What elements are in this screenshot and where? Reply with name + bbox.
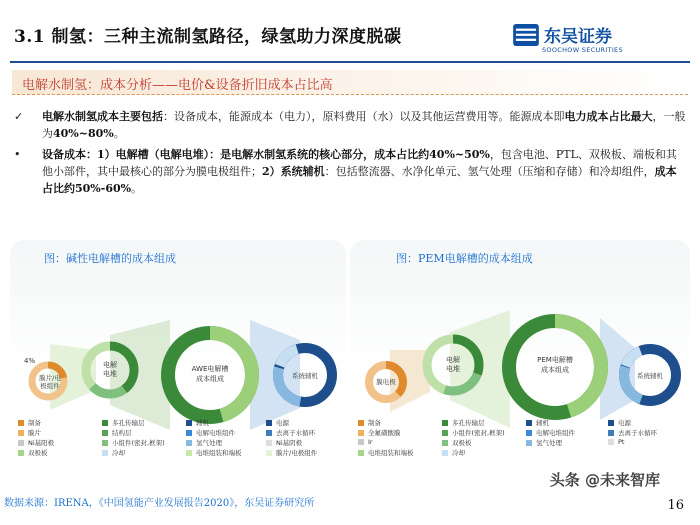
data-source-note: 数据来源：IRENA，《中国氢能产业发展报告2020》，东吴证券研究所 bbox=[4, 498, 315, 509]
legend-label: 电源 bbox=[276, 419, 289, 427]
legend-item bbox=[608, 438, 624, 446]
legend-swatch bbox=[526, 420, 532, 426]
legend-label: 膜片 bbox=[28, 429, 41, 437]
legend-item bbox=[608, 428, 657, 437]
bold-phrase: 2）系统辅机 bbox=[262, 165, 325, 178]
legend-swatch bbox=[18, 440, 24, 446]
legend-item bbox=[358, 448, 414, 457]
legend-swatch bbox=[102, 420, 108, 426]
small-donut-label: 膜片/电 极组件 bbox=[39, 374, 61, 390]
bold-phrase: 40%~80% bbox=[53, 127, 114, 140]
section-subtitle-bar bbox=[12, 70, 688, 95]
legend-swatch bbox=[266, 450, 272, 456]
small-pct-top: 4% bbox=[24, 357, 36, 365]
center-donut-label: AWE电解槽 成本组成 bbox=[191, 365, 229, 383]
paragraph-cost-components bbox=[14, 108, 686, 142]
legend-label: 制备 bbox=[28, 419, 41, 427]
legend-item bbox=[526, 428, 575, 437]
stack-donut-label: 电解 电堆 bbox=[103, 361, 117, 378]
legend-label: 冷却 bbox=[452, 449, 465, 457]
legend-swatch bbox=[102, 450, 108, 456]
checkmark-icon: ✓ bbox=[14, 110, 24, 123]
legend-swatch bbox=[266, 430, 272, 436]
legend-item bbox=[442, 428, 505, 437]
legend-item bbox=[18, 448, 48, 457]
center-donut-label: PEM电解槽 成本组成 bbox=[537, 356, 573, 374]
bold-phrase: 电力成本占比最大 bbox=[564, 110, 653, 123]
legend-label: 全氟磺酸膜 bbox=[368, 429, 401, 437]
legend-label: 辅机 bbox=[536, 419, 549, 427]
legend-item bbox=[186, 448, 242, 457]
legend-label: 冷却 bbox=[112, 449, 125, 457]
small-donut-label: 膜电极 bbox=[376, 378, 396, 386]
legend-swatch bbox=[608, 439, 614, 445]
watermark: 头条 @未来智库 bbox=[549, 471, 660, 489]
legend-item bbox=[442, 448, 465, 457]
legend-label: 电源 bbox=[618, 419, 631, 427]
bold-phrase: 成本占比约50%-60% bbox=[42, 165, 677, 195]
legend-swatch bbox=[608, 420, 614, 426]
legend-label: Ni基阳极 bbox=[28, 439, 55, 447]
legend-item bbox=[266, 418, 289, 427]
legend-swatch bbox=[266, 420, 272, 426]
legend-swatch bbox=[358, 450, 364, 456]
aux-donut-label: 系统辅机 bbox=[637, 372, 663, 380]
legend-swatch bbox=[526, 430, 532, 436]
legend-pem bbox=[350, 418, 690, 468]
legend-swatch bbox=[608, 430, 614, 436]
legend-item bbox=[186, 438, 222, 447]
brand-logo bbox=[512, 22, 682, 62]
figure-caption-awe: 图：碱性电解槽的成本组成 bbox=[44, 252, 176, 265]
page-title: 3.1 制氢：三种主流制氢路径，绿氢助力深度脱碳 bbox=[14, 27, 402, 47]
legend-label: 电堆组装和端板 bbox=[196, 449, 242, 457]
legend-swatch bbox=[102, 430, 108, 436]
legend-swatch bbox=[186, 440, 192, 446]
legend-label: 制备 bbox=[368, 419, 381, 427]
text-run: ：设备成本，能源成本（电力），原料费用（水）以及其他运营费用等。能源成本即 bbox=[163, 110, 565, 123]
legend-label: 去离子水循环 bbox=[276, 429, 315, 437]
legend-label: 小组件(密封,框架) bbox=[452, 429, 505, 437]
text-run: 。 bbox=[131, 182, 143, 195]
legend-label: 多孔传输层 bbox=[112, 419, 145, 427]
text-run: ，包含电池、PTL、双极板、端板和其他小部件，其中最核心的部分为膜电极组件； bbox=[42, 148, 677, 178]
legend-swatch bbox=[442, 430, 448, 436]
legend-label: 电解电堆组件 bbox=[536, 429, 575, 437]
legend-swatch bbox=[442, 420, 448, 426]
legend-awe bbox=[10, 418, 346, 468]
legend-item bbox=[266, 438, 302, 447]
legend-item bbox=[266, 448, 317, 457]
legend-label: Ni基阴极 bbox=[276, 439, 303, 447]
legend-swatch bbox=[18, 450, 24, 456]
text-run: ：包括整流器、水净化单元、氢气处理（压缩和存储）和冷却组件， bbox=[324, 165, 655, 178]
text-run: ，一般为 bbox=[42, 110, 686, 140]
legend-label: 氢气处理 bbox=[536, 439, 562, 447]
legend-item bbox=[102, 438, 165, 447]
legend-item bbox=[102, 448, 125, 457]
logo-chinese-name: 东吴证券 bbox=[544, 27, 612, 47]
legend-item bbox=[18, 418, 41, 427]
paragraph-text bbox=[42, 146, 686, 197]
legend-item bbox=[18, 428, 41, 437]
stack-donut-label: 电解 电堆 bbox=[446, 356, 460, 373]
legend-item bbox=[102, 418, 145, 427]
legend-swatch bbox=[526, 440, 532, 446]
legend-swatch bbox=[266, 440, 272, 446]
legend-item bbox=[266, 428, 315, 437]
legend-label: 辅机 bbox=[196, 419, 209, 427]
header-divider bbox=[10, 61, 690, 63]
legend-label: 氢气处理 bbox=[196, 439, 222, 447]
logo-english-name: SOOCHOW SECURITIES bbox=[542, 46, 623, 54]
legend-item bbox=[186, 418, 209, 427]
legend-item bbox=[526, 438, 562, 447]
legend-label: 多孔传输层 bbox=[452, 419, 485, 427]
legend-swatch bbox=[442, 440, 448, 446]
legend-item bbox=[358, 438, 373, 446]
legend-item bbox=[526, 418, 549, 427]
legend-swatch bbox=[18, 420, 24, 426]
section-subtitle: 电解水制氢：成本分析——电价&设备折旧成本占比高 bbox=[22, 78, 333, 93]
legend-label: 双极板 bbox=[28, 449, 48, 457]
aux-donut-label: 系统辅机 bbox=[292, 372, 318, 380]
legend-swatch bbox=[186, 430, 192, 436]
legend-label: 电解电堆组件 bbox=[196, 429, 235, 437]
figure-pem-panel bbox=[350, 240, 690, 466]
legend-item bbox=[18, 438, 54, 447]
legend-swatch bbox=[358, 420, 364, 426]
legend-item bbox=[442, 438, 472, 447]
legend-label: Pt bbox=[618, 438, 625, 446]
legend-item bbox=[442, 418, 485, 427]
legend-label: 小组件(密封,框架) bbox=[112, 439, 165, 447]
legend-item bbox=[608, 418, 631, 427]
legend-swatch bbox=[18, 430, 24, 436]
legend-item bbox=[358, 428, 401, 437]
text-run: 。 bbox=[113, 127, 125, 140]
bullet-icon: • bbox=[14, 148, 21, 161]
legend-label: 结构层 bbox=[112, 429, 132, 437]
legend-label: 膜片/电极组件 bbox=[276, 449, 318, 457]
figure-awe-panel bbox=[10, 240, 346, 466]
legend-swatch bbox=[102, 440, 108, 446]
legend-item bbox=[358, 418, 381, 427]
legend-swatch bbox=[186, 420, 192, 426]
legend-item bbox=[102, 428, 132, 437]
bold-phrase: 设备成本：1）电解槽（电解电堆）：是电解水制氢系统的核心部分，成本占比约40%~50% bbox=[42, 148, 490, 161]
legend-label: 双极板 bbox=[452, 439, 472, 447]
legend-swatch bbox=[358, 439, 364, 445]
paragraph-text bbox=[42, 108, 686, 142]
legend-swatch bbox=[186, 450, 192, 456]
figure-caption-pem: 图：PEM电解槽的成本组成 bbox=[396, 252, 533, 265]
small-pct-bottom: 5% bbox=[32, 400, 44, 408]
legend-item bbox=[186, 428, 235, 437]
bold-phrase: 电解水制氢成本主要包括 bbox=[42, 110, 163, 123]
logo-mark-icon bbox=[512, 24, 540, 46]
legend-swatch bbox=[442, 450, 448, 456]
legend-label: 去离子水循环 bbox=[618, 429, 657, 437]
legend-label: 电堆组装和端板 bbox=[368, 449, 414, 457]
legend-label: Ir bbox=[368, 438, 373, 446]
page-number: 16 bbox=[667, 498, 684, 513]
legend-swatch bbox=[358, 430, 364, 436]
paragraph-equipment-cost bbox=[14, 146, 686, 197]
